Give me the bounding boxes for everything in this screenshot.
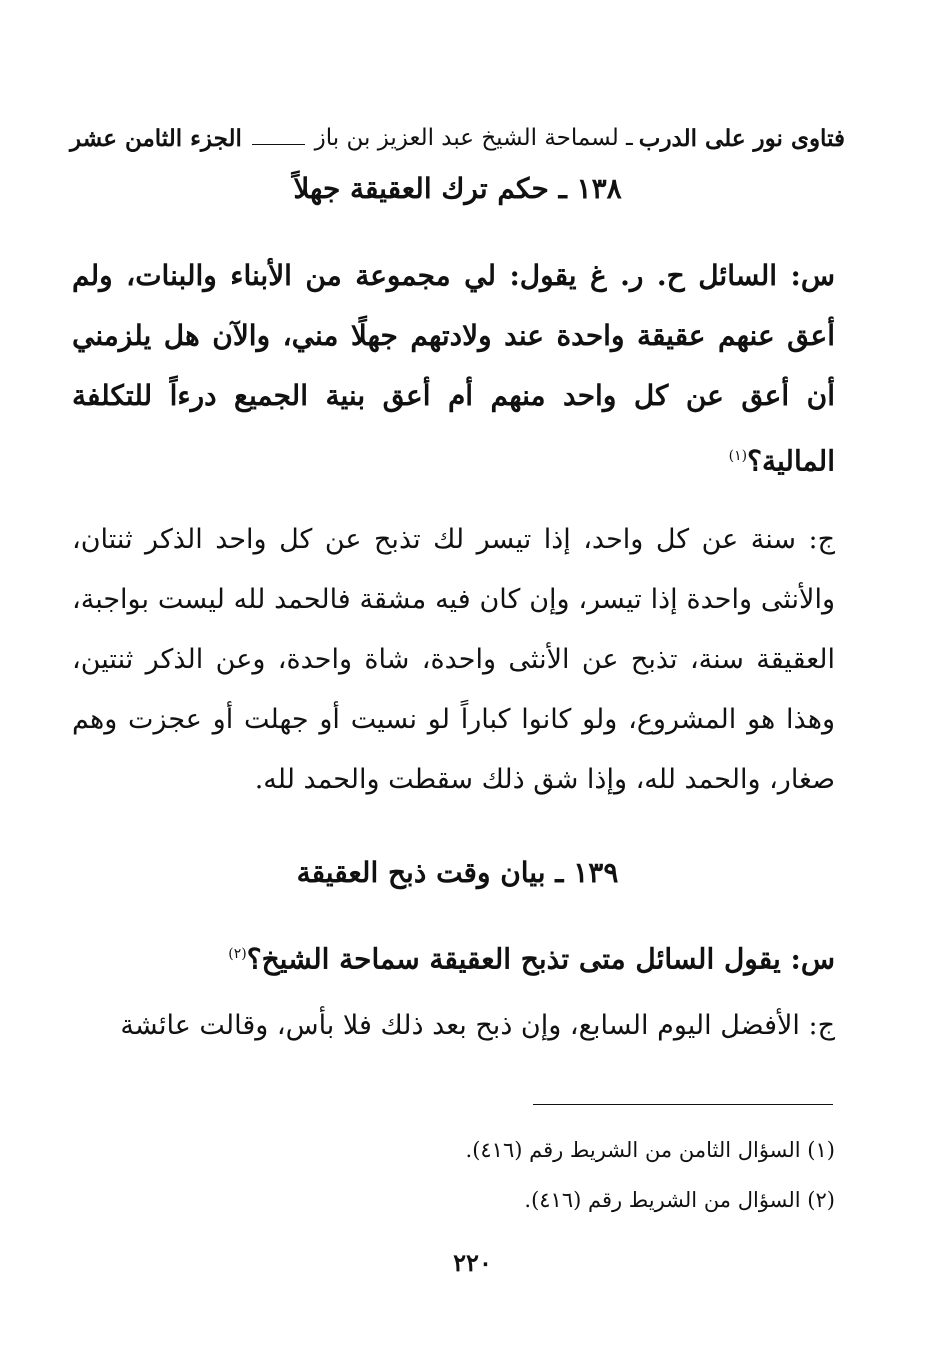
series-title: فتاوى نور على الدرب [638,124,845,152]
footnote-separator [533,1104,833,1105]
section-title: ١٣٨ ـ حكم ترك العقيقة جهلاً [293,172,622,205]
section-title: ١٣٩ ـ بيان وقت ذبح العقيقة [296,856,619,889]
footnote-ref: (٢) [228,946,247,962]
footnote: (٢) السؤال من الشريط رقم (٤١٦). [524,1188,835,1212]
footnote-ref: (١) [728,448,748,464]
answer-paragraph: ج: سنة عن كل واحد، إذا تيسر لك تذبح عن كل واحد الذكر ثنتان، والأنثى واحدة إذا تيسر، وإن كان فيه مشقة فالحمد لله ليست بواجبة، العقيقة سنة، تذبح عن الأنثى واحدة، شاة واحدة، وعن الذكر ثنتين، وهذا هو المشروع، ولو كانوا كباراً لو نسيت أو جهلت أو عجزت وهم صغار، والحمد لله، وإذا شق ذلك سقطت والحمد لله. [72,524,835,795]
question-text: س: السائل ح. ر. غ يقول: لي مجموعة من الأبناء والبنات، ولم أعق عنهم عقيقة واحدة عند ولادتهم جهلًا مني، والآن هل يلزمني أن أعق عن كل واحد منهم أم أعق بنية الجميع درءاً للتكلفة المالية؟ [72,259,835,478]
question-paragraph [72,924,835,989]
question-paragraph [72,246,835,491]
answer-paragraph: ج: الأفضل اليوم السابع، وإن ذبح بعد ذلك فلا بأس، وقالت عائشة [120,1010,835,1041]
header-rule [252,132,305,145]
header-series-group [315,125,845,152]
footnote: (١) السؤال الثامن من الشريط رقم (٤١٦). [465,1138,835,1162]
page-number: ٢٢٠ [453,1248,492,1277]
author-name: ـ لسماحة الشيخ عبد العزيز بن باز [314,125,633,151]
running-header [70,118,845,158]
question-text: س: يقول السائل متى تذبح العقيقة سماحة الشيخ؟ [246,942,835,976]
volume-label: الجزء الثامن عشر [70,124,242,152]
